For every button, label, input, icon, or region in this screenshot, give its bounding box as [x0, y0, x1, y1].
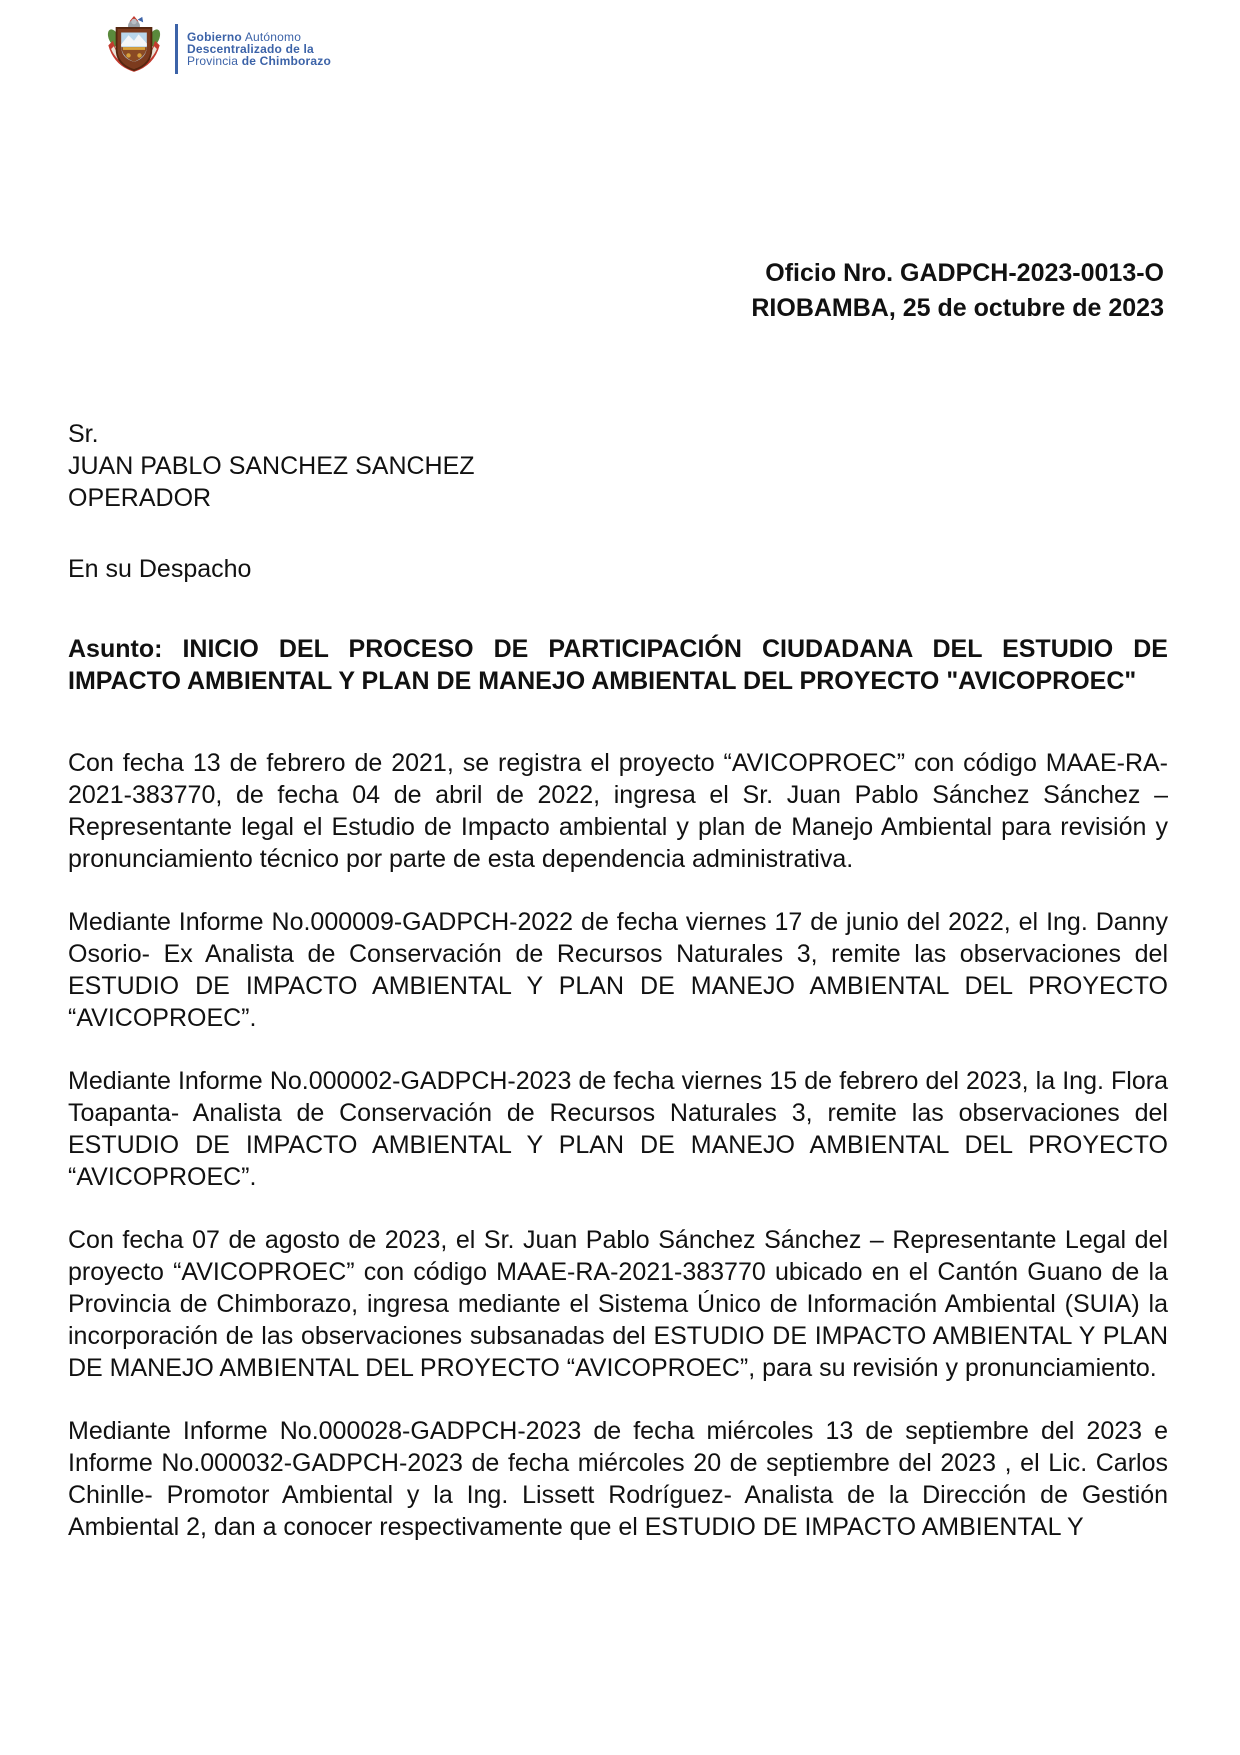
subject-line [68, 633, 1168, 697]
date-line: RIOBAMBA, 25 de octubre de 2023 [751, 294, 1164, 322]
logo-org-line1: Gobierno Autónomo [187, 30, 302, 44]
coat-of-arms-icon [100, 16, 168, 82]
gadpch-logo [100, 16, 331, 82]
recipient-location: En su Despacho [68, 555, 252, 583]
oficio-number: Oficio Nro. GADPCH-2023-0013-O [765, 259, 1164, 287]
paragraph-informe-000009: Mediante Informe No.000009-GADPCH-2022 de fecha viernes 17 de junio del 2022, el Ing. Danny Osorio- Ex Analista de Conservación de Recursos Naturales 3, remite las observaciones del ESTUDIO DE IMPACTO AMBIENTAL Y PLAN DE MANEJO AMBIENTAL DEL PROYECTO “AVICOPROEC”. [68, 908, 1168, 1032]
oficio-header-block [751, 256, 1164, 326]
recipient-salutation: Sr. [68, 420, 99, 448]
logo-divider [175, 24, 178, 74]
paragraph-registro: Con fecha 13 de febrero de 2021, se registra el proyecto “AVICOPROEC” con código MAAE-RA-2021-383770, de fecha 04 de abril de 2022, ingresa el Sr. Juan Pablo Sánchez Sánchez – Representante legal el Estudio de Impacto ambiental y plan de Manejo Ambiental para revisión y pronunciamiento técnico por parte de esta dependencia administrativa. [68, 749, 1168, 873]
subject-text: INICIO DEL PROCESO DE PARTICIPACIÓN CIUDADANA DEL ESTUDIO DE IMPACTO AMBIENTAL Y PLAN DE MANEJO AMBIENTAL DEL PROYECTO "AVICOPROEC" [68, 635, 1168, 695]
recipient-role: OPERADOR [68, 484, 212, 512]
logo-org-name [187, 31, 331, 67]
letter-body [68, 418, 1168, 1543]
logo-org-line2: Descentralizado de la [187, 42, 314, 56]
paragraph-informes-000028-000032: Mediante Informe No.000028-GADPCH-2023 de fecha miércoles 13 de septiembre del 2023 e Informe No.000032-GADPCH-2023 de fecha miércoles 20 de septiembre del 2023 , el Lic. Carlos Chinlle- Promotor Ambiental y la Ing. Lissett Rodríguez- Analista de la Dirección de Gestión Ambiental 2, dan a conocer respectivamente que el ESTUDIO DE IMPACTO AMBIENTAL Y [68, 1417, 1168, 1541]
paragraph-informe-000002: Mediante Informe No.000002-GADPCH-2023 de fecha viernes 15 de febrero del 2023, la Ing. Flora Toapanta- Analista de Conservación de Recursos Naturales 3, remite las observaciones del ESTUDIO DE IMPACTO AMBIENTAL Y PLAN DE MANEJO AMBIENTAL DEL PROYECTO “AVICOPROEC”. [68, 1067, 1168, 1191]
subject-label: Asunto: [68, 635, 163, 663]
paragraph-ingreso-suia: Con fecha 07 de agosto de 2023, el Sr. Juan Pablo Sánchez Sánchez – Representante Legal del proyecto “AVICOPROEC” con código MAAE-RA-2021-383770 ubicado en el Cantón Guano de la Provincia de Chimborazo, ingresa mediante el Sistema Único de Información Ambiental (SUIA) la incorporación de las observaciones subsanadas del ESTUDIO DE IMPACTO AMBIENTAL Y PLAN DE MANEJO AMBIENTAL DEL PROYECTO “AVICOPROEC”, para su revisión y pronunciamiento. [68, 1226, 1168, 1382]
logo-org-line3: Provincia de Chimborazo [187, 54, 331, 68]
recipient-name: JUAN PABLO SANCHEZ SANCHEZ [68, 452, 475, 480]
